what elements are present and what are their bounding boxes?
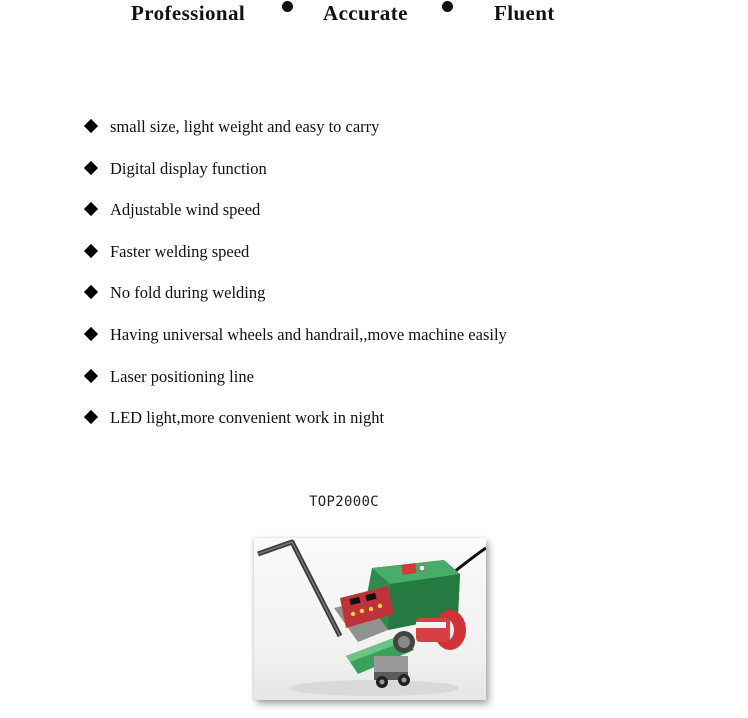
feature-text: Adjustable wind speed <box>110 200 261 220</box>
diamond-bullet-icon <box>84 244 98 258</box>
headline-word-accurate: Accurate <box>323 1 408 25</box>
diamond-bullet-icon <box>84 202 98 216</box>
feature-text: Having universal wheels and handrail,,move machine easily <box>110 324 507 344</box>
diamond-bullet-icon <box>84 161 98 175</box>
diamond-bullet-icon <box>84 368 98 382</box>
headline-word-professional: Professional <box>131 1 246 25</box>
feature-text: No fold during welding <box>110 283 266 303</box>
product-photo <box>254 538 486 700</box>
top-indicator <box>401 563 416 575</box>
diamond-bullet-icon <box>84 285 98 299</box>
feature-text: Digital display function <box>110 158 267 178</box>
bullet-dot-icon <box>282 1 293 12</box>
feature-text: Faster welding speed <box>110 241 250 261</box>
diamond-bullet-icon <box>84 410 98 424</box>
feature-text: Laser positioning line <box>110 366 254 386</box>
floor-shadow <box>289 680 459 696</box>
bullet-dot-icon <box>442 1 453 12</box>
handle-bar <box>258 542 340 636</box>
model-label: TOP2000C <box>309 494 379 510</box>
headline-banner <box>0 0 748 30</box>
headline-word-fluent: Fluent <box>494 1 555 25</box>
diamond-bullet-icon <box>84 327 98 341</box>
diamond-bullet-icon <box>84 119 98 133</box>
welding-machine-illustration <box>254 538 486 700</box>
feature-text: small size, light weight and easy to carry <box>110 117 380 136</box>
feature-text: LED light,more convenient work in night <box>110 408 385 428</box>
top-knob-icon <box>419 565 425 571</box>
